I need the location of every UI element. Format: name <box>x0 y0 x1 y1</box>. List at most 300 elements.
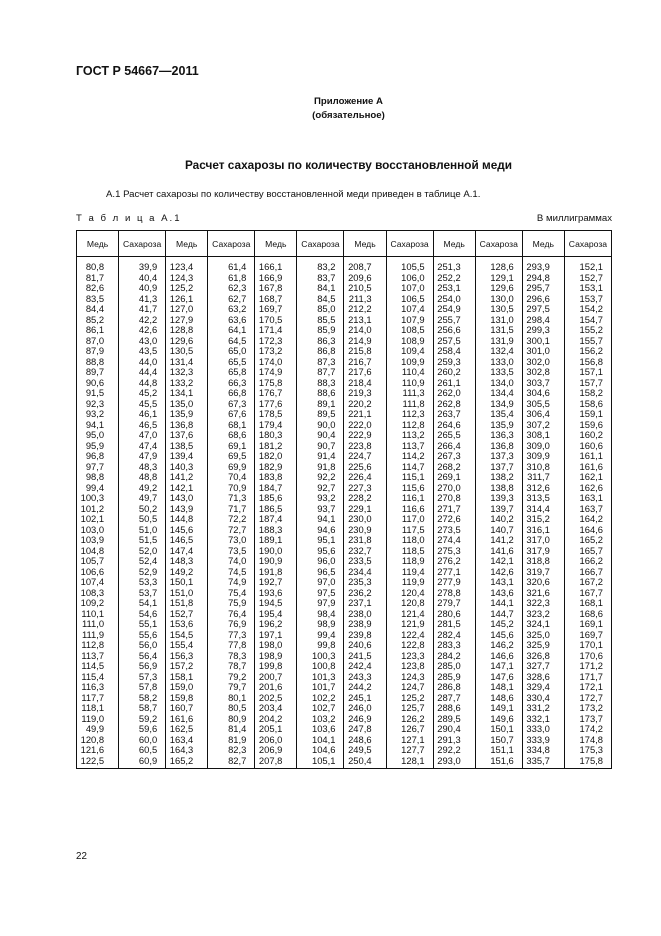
copper-value: 206,9 <box>258 744 283 755</box>
sucrose-value: 102,7 <box>312 702 336 713</box>
copper-value: 220,2 <box>348 397 372 409</box>
sucrose-value: 132,4 <box>490 345 514 356</box>
copper-value: 298,4 <box>526 313 550 325</box>
sucrose-value: 157,1 <box>579 366 603 377</box>
copper-value: 276,2 <box>437 555 461 566</box>
sucrose-value: 95,6 <box>317 544 336 556</box>
copper-column <box>344 257 386 769</box>
sucrose-value: 56,4 <box>138 649 158 661</box>
copper-value: 305,5 <box>526 397 550 409</box>
sucrose-value: 163,7 <box>579 502 603 514</box>
copper-value: 260,2 <box>437 366 461 377</box>
copper-value: 290,4 <box>437 723 461 734</box>
sucrose-value: 138,8 <box>490 481 514 493</box>
copper-value: 269,1 <box>437 471 461 482</box>
copper-value: 317,9 <box>526 544 550 556</box>
copper-value: 333,0 <box>526 723 550 734</box>
sucrose-value: 135,4 <box>490 408 514 419</box>
copper-value: 112,8 <box>81 639 105 650</box>
copper-value: 49,9 <box>85 723 105 734</box>
copper-value: 333,9 <box>526 733 550 745</box>
sucrose-value: 39,9 <box>138 261 158 272</box>
copper-value: 182,0 <box>258 450 283 461</box>
copper-value: 156,3 <box>169 649 194 661</box>
copper-value: 82,6 <box>85 282 105 293</box>
sucrose-value: 174,8 <box>579 733 603 745</box>
copper-value: 262,0 <box>437 387 461 398</box>
copper-value: 328,6 <box>526 670 550 682</box>
sucrose-value: 113,7 <box>401 439 425 451</box>
copper-value: 111,0 <box>82 618 105 629</box>
sucrose-value: 138,2 <box>490 471 514 482</box>
sucrose-value: 144,1 <box>490 597 514 608</box>
sucrose-value: 129,6 <box>490 282 514 293</box>
sucrose-value: 63,2 <box>228 303 247 314</box>
copper-value: 282,4 <box>437 628 461 640</box>
copper-value: 204,2 <box>258 712 283 724</box>
copper-value: 270,8 <box>437 492 461 503</box>
sucrose-value: 114,7 <box>401 460 425 472</box>
copper-value: 148,3 <box>169 555 194 566</box>
sucrose-value: 162,6 <box>579 481 603 493</box>
copper-value: 284,2 <box>437 649 461 661</box>
copper-value: 209,6 <box>348 271 372 283</box>
sucrose-value: 80,1 <box>228 691 247 703</box>
copper-value: 246,0 <box>348 702 372 713</box>
copper-value: 316,1 <box>526 523 550 535</box>
sucrose-value: 118,5 <box>401 544 425 556</box>
sucrose-value: 101,3 <box>312 670 336 682</box>
sucrose-value: 55,6 <box>138 628 158 640</box>
copper-value: 308,1 <box>526 429 550 440</box>
copper-value: 120,8 <box>80 733 105 745</box>
intro-paragraph: А.1 Расчет сахарозы по количеству восстановленной меди приведен в таблице А.1. <box>106 189 481 200</box>
copper-value: 242,4 <box>348 660 372 671</box>
sucrose-value: 169,1 <box>579 618 603 629</box>
copper-value: 175,8 <box>258 376 283 388</box>
sucrose-value: 51,0 <box>138 523 158 535</box>
sucrose-value: 78,7 <box>228 660 247 671</box>
sucrose-value: 80,9 <box>228 712 247 724</box>
sucrose-value: 158,2 <box>579 387 603 398</box>
sucrose-value: 88,6 <box>317 387 336 398</box>
copper-value: 266,4 <box>437 439 461 451</box>
copper-value: 237,1 <box>348 597 372 608</box>
copper-value: 254,0 <box>437 292 461 304</box>
sucrose-value: 142,1 <box>490 555 514 566</box>
copper-value: 92,3 <box>85 397 105 409</box>
sucrose-value: 124,7 <box>401 681 425 692</box>
copper-value: 226,4 <box>348 471 372 482</box>
sucrose-value: 140,2 <box>490 513 514 524</box>
table-caption: Т а б л и ц а А.1 <box>76 213 182 224</box>
sucrose-value: 137,7 <box>490 460 514 472</box>
sucrose-value: 149,6 <box>490 712 514 724</box>
sucrose-value: 123,3 <box>401 649 425 661</box>
copper-value: 140,3 <box>169 460 194 472</box>
sucrose-value: 106,5 <box>401 292 425 304</box>
sucrose-value: 57,3 <box>138 670 158 682</box>
copper-value: 224,7 <box>348 450 372 461</box>
sucrose-value: 155,2 <box>579 324 603 335</box>
copper-value: 152,7 <box>169 607 194 619</box>
copper-column <box>166 257 208 769</box>
copper-value: 208,7 <box>348 261 372 272</box>
sucrose-value: 65,8 <box>228 366 247 377</box>
copper-value: 314,4 <box>526 502 550 514</box>
copper-value: 114,5 <box>81 660 105 671</box>
sucrose-value: 61,4 <box>228 261 247 272</box>
copper-value: 124,3 <box>169 271 194 283</box>
copper-value: 264,6 <box>437 418 461 430</box>
sucrose-value: 170,1 <box>579 639 603 650</box>
copper-value: 137,6 <box>169 429 194 440</box>
copper-value: 294,8 <box>526 271 550 283</box>
copper-value: 181,2 <box>258 439 283 451</box>
sucrose-value: 125,7 <box>401 702 425 713</box>
header-copper: Медь <box>166 231 208 257</box>
sucrose-value: 109,9 <box>401 355 425 367</box>
copper-value: 271,7 <box>437 502 461 514</box>
copper-value: 195,4 <box>258 607 283 619</box>
copper-value: 295,7 <box>526 282 550 293</box>
copper-value: 173,2 <box>258 345 283 356</box>
sucrose-column <box>386 257 433 769</box>
copper-value: 331,2 <box>526 702 550 713</box>
sucrose-value: 97,0 <box>317 576 336 587</box>
sucrose-value: 174,2 <box>579 723 603 734</box>
sucrose-value: 98,9 <box>317 618 336 629</box>
copper-value: 163,4 <box>169 733 194 745</box>
copper-value: 165,2 <box>169 754 194 766</box>
copper-value: 301,0 <box>526 345 550 356</box>
sucrose-value: 80,5 <box>228 702 247 713</box>
copper-value: 288,6 <box>437 702 461 713</box>
copper-value: 253,1 <box>437 282 461 293</box>
sucrose-value: 164,6 <box>579 523 603 535</box>
sucrose-value: 51,5 <box>138 534 158 545</box>
copper-value: 311,7 <box>527 471 550 482</box>
copper-value: 84,4 <box>85 303 105 314</box>
sucrose-value: 135,9 <box>490 418 514 430</box>
sucrose-value: 127,7 <box>401 744 425 755</box>
sucrose-value: 175,3 <box>579 744 603 755</box>
sucrose-column <box>564 257 611 769</box>
copper-value: 322,3 <box>526 597 550 608</box>
sucrose-value: 47,9 <box>138 450 158 461</box>
sucrose-value: 75,9 <box>228 597 247 608</box>
sucrose-value: 128,1 <box>401 754 425 766</box>
copper-value: 141,2 <box>169 471 194 482</box>
sucrose-value: 131,9 <box>490 334 514 346</box>
copper-value: 101,2 <box>80 502 105 514</box>
sucrose-value: 93,2 <box>317 492 336 503</box>
sucrose-value: 122,4 <box>401 628 425 640</box>
copper-value: 283,3 <box>437 639 461 650</box>
copper-value: 244,2 <box>348 681 372 692</box>
copper-value: 202,5 <box>258 691 283 703</box>
sucrose-value: 168,6 <box>579 607 603 619</box>
copper-value: 151,8 <box>169 597 194 608</box>
sucrose-value: 133,0 <box>490 355 514 367</box>
table-body-row <box>77 257 612 769</box>
copper-value: 132,3 <box>169 366 194 377</box>
copper-value: 334,8 <box>526 744 550 755</box>
sucrose-value: 75,4 <box>228 586 247 598</box>
copper-value: 278,8 <box>437 586 461 598</box>
sucrose-value: 108,5 <box>401 324 425 335</box>
sucrose-value: 156,2 <box>579 345 603 356</box>
sucrose-value: 160,2 <box>579 429 603 440</box>
copper-value: 174,0 <box>258 355 283 367</box>
copper-value: 254,9 <box>437 303 461 314</box>
sucrose-value: 40,9 <box>138 282 158 293</box>
sucrose-value: 44,8 <box>138 376 158 388</box>
copper-value: 178,5 <box>258 408 283 419</box>
sucrose-value: 89,5 <box>317 408 336 419</box>
copper-value: 122,5 <box>80 754 105 766</box>
sucrose-value: 109,4 <box>401 345 425 356</box>
copper-column <box>433 257 475 769</box>
copper-value: 94,1 <box>85 418 105 430</box>
copper-value: 199,8 <box>258 660 283 671</box>
sucrose-value: 54,1 <box>138 597 158 608</box>
sucrose-value: 118,0 <box>401 534 425 545</box>
sucrose-value: 142,6 <box>490 565 514 577</box>
copper-value: 111,9 <box>82 628 105 640</box>
copper-value: 197,1 <box>258 628 283 640</box>
copper-value: 293,9 <box>526 261 550 272</box>
sucrose-value: 67,6 <box>228 408 247 419</box>
copper-value: 312,6 <box>526 481 550 493</box>
sucrose-value: 57,8 <box>138 681 158 692</box>
sucrose-value: 146,2 <box>490 639 514 650</box>
sucrose-value: 123,8 <box>401 660 425 671</box>
sucrose-value: 48,8 <box>138 471 158 482</box>
copper-value: 238,9 <box>348 618 372 629</box>
sucrose-value: 67,3 <box>228 397 247 409</box>
sucrose-value: 104,1 <box>312 733 336 745</box>
copper-value: 126,1 <box>169 292 194 304</box>
copper-value: 299,3 <box>526 324 550 335</box>
header-copper: Медь <box>522 231 564 257</box>
sucrose-value: 137,3 <box>490 450 514 461</box>
copper-value: 332,1 <box>526 712 550 724</box>
copper-value: 277,9 <box>437 576 461 587</box>
sucrose-value: 104,6 <box>312 744 336 755</box>
copper-value: 172,3 <box>258 334 283 346</box>
copper-value: 130,5 <box>169 345 194 356</box>
sucrose-value: 41,7 <box>138 303 158 314</box>
sucrose-value: 119,9 <box>401 576 425 587</box>
sucrose-value: 147,1 <box>490 660 514 671</box>
copper-value: 179,4 <box>258 418 283 430</box>
sucrose-value: 111,3 <box>402 387 425 398</box>
copper-value: 203,4 <box>258 702 283 713</box>
sucrose-value: 47,4 <box>138 439 158 451</box>
sucrose-value: 71,3 <box>228 492 247 503</box>
sucrose-value: 40,4 <box>138 271 158 283</box>
copper-value: 119,0 <box>81 712 105 724</box>
sucrose-value: 91,8 <box>317 460 336 472</box>
copper-value: 285,0 <box>437 660 461 671</box>
sucrose-value: 165,2 <box>579 534 603 545</box>
sucrose-value: 44,0 <box>138 355 158 367</box>
copper-value: 201,6 <box>258 681 283 692</box>
copper-value: 281,5 <box>437 618 461 629</box>
copper-value: 184,7 <box>258 481 283 493</box>
sucrose-value: 107,4 <box>401 303 425 314</box>
copper-value: 289,5 <box>437 712 461 724</box>
sucrose-value: 45,5 <box>138 397 158 409</box>
copper-value: 302,0 <box>526 355 550 367</box>
copper-value: 196,2 <box>258 618 283 629</box>
copper-value: 212,2 <box>348 303 372 314</box>
sucrose-value: 64,5 <box>228 334 247 346</box>
copper-value: 95,9 <box>85 439 105 451</box>
copper-value: 319,7 <box>526 565 550 577</box>
copper-value: 113,7 <box>81 649 105 661</box>
page-number: 22 <box>76 851 87 862</box>
sucrose-value: 122,8 <box>401 639 425 650</box>
sucrose-value: 77,3 <box>228 628 247 640</box>
sucrose-value: 131,5 <box>490 324 514 335</box>
sucrose-value: 64,1 <box>228 324 247 335</box>
copper-value: 225,6 <box>348 460 372 472</box>
sucrose-value: 133,5 <box>490 366 514 377</box>
table-header-row <box>77 231 612 257</box>
copper-value: 280,6 <box>437 607 461 619</box>
sucrose-value: 42,6 <box>138 324 158 335</box>
sucrose-value: 90,0 <box>317 418 336 430</box>
copper-value: 214,9 <box>348 334 372 346</box>
sucrose-value: 44,4 <box>138 366 158 377</box>
copper-value: 109,2 <box>80 597 105 608</box>
sucrose-value: 92,2 <box>317 471 336 482</box>
copper-value: 169,7 <box>258 303 283 314</box>
copper-value: 150,1 <box>169 576 194 587</box>
copper-value: 296,6 <box>526 292 550 304</box>
sucrose-value: 65,0 <box>228 345 247 356</box>
copper-value: 81,7 <box>85 271 105 283</box>
copper-value: 243,3 <box>348 670 372 682</box>
copper-value: 149,2 <box>169 565 194 577</box>
sucrose-value: 111,8 <box>402 397 425 409</box>
copper-value: 131,4 <box>169 355 194 367</box>
copper-value: 240,6 <box>348 639 372 650</box>
sucrose-value: 90,4 <box>317 429 336 440</box>
copper-value: 127,9 <box>169 313 194 325</box>
copper-value: 155,4 <box>169 639 194 650</box>
sucrose-value: 110,9 <box>401 376 425 388</box>
document-header: ГОСТ Р 54667—2011 <box>76 64 199 78</box>
copper-value: 279,7 <box>437 597 461 608</box>
copper-value: 154,5 <box>169 628 194 640</box>
sucrose-value: 167,2 <box>579 576 603 587</box>
copper-value: 216,7 <box>348 355 372 367</box>
copper-value: 103,9 <box>80 534 105 545</box>
sucrose-value: 54,6 <box>138 607 158 619</box>
sucrose-value: 85,9 <box>317 324 336 335</box>
sucrose-value: 158,6 <box>579 397 603 409</box>
sucrose-value: 146,6 <box>490 649 514 661</box>
header-copper: Медь <box>255 231 297 257</box>
sucrose-column <box>119 257 166 769</box>
copper-value: 106,6 <box>80 565 105 577</box>
copper-value: 183,8 <box>258 471 283 482</box>
copper-value: 297,5 <box>526 303 550 314</box>
copper-value: 247,8 <box>348 723 372 734</box>
copper-value: 104,8 <box>80 544 105 556</box>
copper-value: 315,2 <box>526 513 550 524</box>
sucrose-value: 100,3 <box>312 649 336 661</box>
sucrose-value: 103,2 <box>312 712 336 724</box>
copper-value: 146,5 <box>169 534 194 545</box>
sucrose-value: 60,0 <box>138 733 158 745</box>
sucrose-value: 63,6 <box>228 313 247 325</box>
sucrose-value: 76,9 <box>228 618 247 629</box>
copper-value: 129,6 <box>169 334 194 346</box>
copper-value: 133,2 <box>169 376 194 388</box>
sucrose-value: 115,1 <box>401 471 425 482</box>
sucrose-value: 110,4 <box>401 366 425 377</box>
sucrose-value: 159,1 <box>579 408 603 419</box>
copper-value: 95,0 <box>85 429 105 440</box>
copper-value: 198,0 <box>258 639 283 650</box>
sucrose-value: 150,1 <box>490 723 514 734</box>
copper-value: 139,4 <box>169 450 194 461</box>
copper-value: 87,9 <box>85 345 105 356</box>
copper-value: 272,6 <box>437 513 461 524</box>
copper-value: 330,4 <box>526 691 550 703</box>
copper-value: 261,1 <box>437 376 461 388</box>
copper-value: 285,9 <box>437 670 461 682</box>
copper-value: 135,9 <box>169 408 194 419</box>
copper-value: 168,7 <box>258 292 283 304</box>
copper-value: 259,3 <box>437 355 461 367</box>
sucrose-value: 62,3 <box>228 282 247 293</box>
copper-value: 267,3 <box>437 450 461 461</box>
copper-value: 171,4 <box>258 324 283 335</box>
copper-value: 153,6 <box>169 618 194 629</box>
sucrose-value: 107,0 <box>401 282 425 293</box>
copper-value: 85,2 <box>85 313 105 325</box>
sucrose-value: 117,5 <box>401 523 425 535</box>
copper-value: 136,8 <box>169 418 194 430</box>
copper-value: 200,7 <box>258 670 283 682</box>
copper-value: 213,1 <box>348 313 372 325</box>
copper-value: 121,6 <box>80 744 105 755</box>
copper-value: 256,6 <box>437 324 461 335</box>
sucrose-value: 55,1 <box>138 618 158 629</box>
copper-value: 321,6 <box>526 586 550 598</box>
copper-value: 162,5 <box>169 723 194 734</box>
copper-value: 123,4 <box>169 261 194 272</box>
sucrose-value: 130,0 <box>490 292 514 304</box>
copper-value: 263,7 <box>437 408 461 419</box>
sucrose-value: 134,9 <box>490 397 514 409</box>
header-copper: Медь <box>77 231 119 257</box>
copper-value: 317,0 <box>526 534 550 545</box>
copper-value: 138,5 <box>169 439 194 451</box>
sucrose-value: 161,1 <box>579 450 603 461</box>
copper-value: 128,8 <box>169 324 194 335</box>
copper-value: 230,9 <box>348 523 372 535</box>
copper-value: 100,3 <box>80 492 105 503</box>
copper-value: 170,5 <box>258 313 283 325</box>
sucrose-value: 74,0 <box>228 555 247 566</box>
copper-value: 302,8 <box>526 366 550 377</box>
